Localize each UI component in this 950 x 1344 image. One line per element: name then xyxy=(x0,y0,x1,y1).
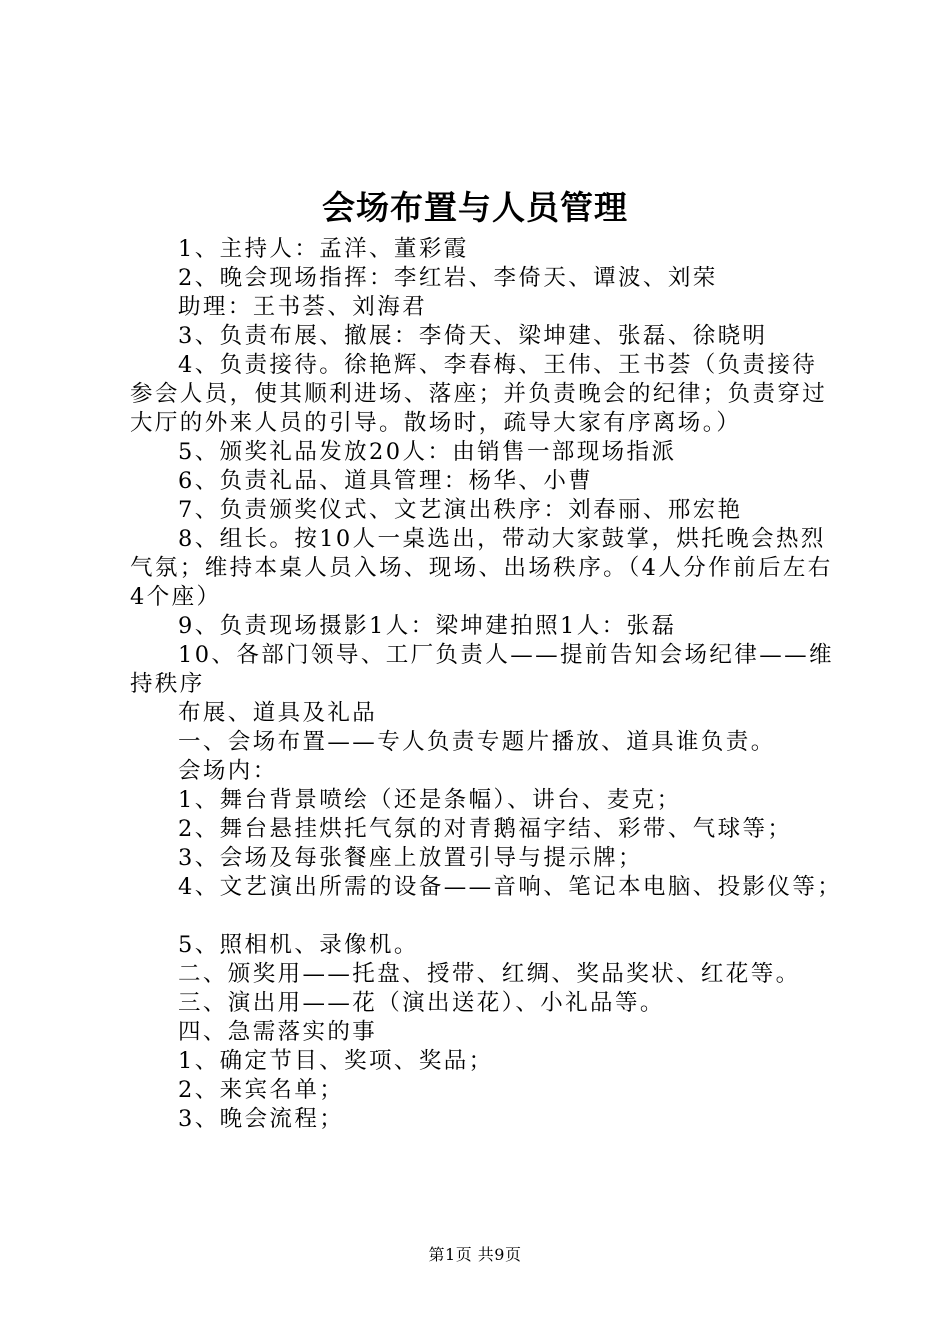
paragraph: 4、负责接待。徐艳辉、李春梅、王伟、王书荟（负责接待参会人员，使其顺利进场、落座；并负责晚会的纪律；负责穿过大厅的外来人员的引导。散场时，疏导大家有序离场。） xyxy=(130,352,828,436)
paragraph: 1、确定节目、奖项、奖品； xyxy=(178,1048,494,1074)
paragraph: 5、颁奖礼品发放20人：由销售一部现场指派 xyxy=(178,439,677,465)
paragraph: 三、演出用——花（演出送花）、小礼品等。 xyxy=(178,990,665,1016)
paragraph: 1、主持人：孟洋、董彩霞 xyxy=(178,236,469,262)
paragraph: 3、负责布展、撤展：李倚天、梁坤建、张磊、徐晓明 xyxy=(178,323,768,349)
paragraph: 9、负责现场摄影1人：梁坤建拍照1人：张磊 xyxy=(178,613,677,639)
paragraph: 助理：王书荟、刘海君 xyxy=(178,294,428,320)
paragraph: 3、晚会流程； xyxy=(178,1106,345,1132)
paragraph: 2、晚会现场指挥：李红岩、李倚天、谭波、刘荣 xyxy=(178,265,718,291)
paragraph: 2、舞台悬挂烘托气氛的对青鹅福字结、彩带、气球等； xyxy=(178,816,793,842)
blank-line xyxy=(130,902,835,931)
paragraph: 布展、道具及礼品 xyxy=(178,700,378,726)
paragraph: 1、舞台背景喷绘（还是条幅）、讲台、麦克； xyxy=(178,787,682,813)
page-footer: 第1页 共9页 xyxy=(428,1245,522,1264)
paragraph: 四、急需落实的事 xyxy=(178,1019,378,1045)
paragraph: 一、会场布置——专人负责专题片播放、道具谁负责。 xyxy=(178,729,776,755)
paragraph: 5、照相机、录像机。 xyxy=(178,932,419,958)
paragraph: 8、组长。按10人一桌选出，带动大家鼓掌，烘托晚会热烈气氛；维持本桌人员入场、现场、出场秩序。（4人分作前后左右4个座） xyxy=(130,526,833,610)
paragraph: 4、文艺演出所需的设备——音响、笔记本电脑、投影仪等； xyxy=(178,874,843,900)
paragraph: 6、负责礼品、道具管理：杨华、小曹 xyxy=(178,468,594,494)
paragraph: 7、负责颁奖仪式、文艺演出秩序：刘春丽、邢宏艳 xyxy=(178,497,743,523)
paragraph: 会场内： xyxy=(178,758,278,784)
document-title: 会场布置与人员管理 xyxy=(322,188,628,227)
document-body xyxy=(130,235,843,1134)
paragraph: 2、来宾名单； xyxy=(178,1077,345,1103)
paragraph: 二、颁奖用——托盘、授带、红绸、奖品奖状、红花等。 xyxy=(178,961,801,987)
paragraph: 3、会场及每张餐座上放置引导与提示牌； xyxy=(178,845,643,871)
paragraph: 10、各部门领导、工厂负责人——提前告知会场纪律——维持秩序 xyxy=(130,642,834,697)
